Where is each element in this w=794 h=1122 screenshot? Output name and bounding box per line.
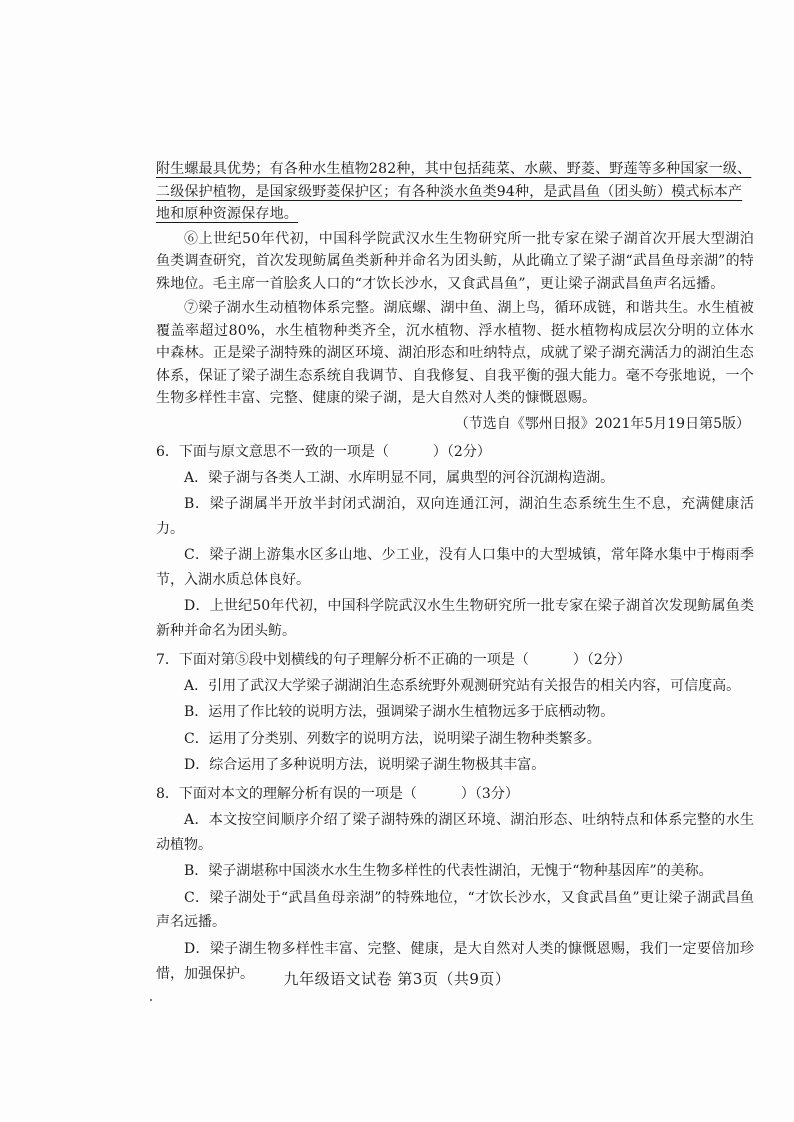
option-d: D．综合运用了多种说明方法，说明梁子湖生物极其丰富。 [184, 757, 546, 774]
question-7-text: 7．下面对第⑤段中划横线的句子理解分析不正确的一项是（ [156, 651, 529, 668]
option-a: A．梁子湖与各类人工湖、水库明显不同，属典型的河谷沉湖构造湖。 [184, 469, 615, 486]
underlined-sentence-line-3: 地和原种资源保存地。 [156, 206, 298, 222]
question-7-stem [156, 648, 754, 672]
underlined-sentence-line-2: 二级保护植物，是国家级野菱保护区；有各种淡水鱼类94种，是武昌鱼（团头鲂）模式标本产 [156, 183, 743, 200]
option-d: D．上世纪50年代初，中国科学院武汉水生生物研究所一批专家在梁子湖首次发现鲂属鱼类新种并命名为团头鲂。 [156, 598, 754, 640]
question-7-options [156, 674, 754, 778]
page-content [156, 158, 754, 988]
question-6-score: ）（2分） [432, 443, 491, 460]
option-d: D．梁子湖生物多样性丰富、完整、健康，是大自然对人类的慷慨恩赐，我们一定要倍加珍惜，加强保护。 [156, 941, 754, 982]
question-8-stem [156, 782, 754, 806]
question-6-text: 6．下面与原文意思不一致的一项是（ [156, 443, 389, 460]
option-b: B．运用了作比较的说明方法，强调梁子湖水生植物远多于底栖动物。 [184, 704, 615, 721]
question-6-stem [156, 440, 754, 464]
question-7 [156, 648, 754, 778]
option-c: C．梁子湖上游集水区多山地、少工业，没有人口集中的大型城镇，常年降水集中于梅雨季节，入湖水质总体良好。 [156, 547, 754, 588]
question-6 [156, 440, 754, 644]
underlined-sentence-line-1: 附生螺最具优势；有各种水生植物282种，其中包括莼菜、水蕨、野菱、野莲等多种国家一级、 [156, 161, 752, 177]
question-8 [156, 782, 754, 986]
question-6-options [156, 466, 754, 644]
passage-source: （节选自《鄂州日报》2021年5月19日第5版） [454, 415, 750, 432]
option-b: B．梁子湖属半开放半封闭式湖泊，双向连通江河，湖泊生态系统生生不息，充满健康活力。 [156, 496, 754, 537]
paragraph-6: ⑥上世纪50年代初，中国科学院武汉水生生物研究所一批专家在梁子湖首次开展大型湖泊鱼类调查研究，首次发现鲂属鱼类新种并命名为团头鲂，从此确立了梁子湖“武昌鱼母亲湖”的特殊地位。毛主席一首脍炙人口的“才饮长沙水，又食武昌鱼”，更让梁子湖武昌鱼声名远播。 [156, 230, 754, 292]
option-c: C．运用了分类别、列数字的说明方法，说明梁子湖生物种类繁多。 [184, 730, 601, 747]
question-7-score: ）（2分） [572, 651, 631, 668]
scan-speck [150, 999, 152, 1001]
question-8-score: ）（3分） [460, 786, 519, 803]
option-b: B．梁子湖堪称中国淡水水生生物多样性的代表性湖泊，无愧于“物种基因库”的美称。 [184, 863, 713, 880]
option-a: A．引用了武汉大学梁子湖湖泊生态系统野外观测研究站有关报告的相关内容，可信度高。 [184, 677, 741, 694]
question-8-options [156, 808, 754, 986]
page-footer: 九年级语文试卷 第3页（共9页） [283, 970, 511, 988]
paragraph-7: ⑦梁子湖水生动植物体系完整。湖底螺、湖中鱼、湖上鸟，循环成链，和谐共生。水生植被覆盖率超过80%，水生植物种类齐全，沉水植物、浮水植物、挺水植物构成层次分明的立体水中森林。正是梁子湖特殊的湖区环境、湖泊形态和吐纳特点，成就了梁子湖充满活力的湖泊生态体系，保证了梁子湖生态系统自我调节、自我修复、自我平衡的强大能力。毫不夸张地说，一个生物多样性丰富、完整、健康的梁子湖，是大自然对人类的慷慨恩赐。 [156, 300, 754, 406]
option-c: C．梁子湖处于“武昌鱼母亲湖”的特殊地位，“才饮长沙水，又食武昌鱼”更让梁子湖武昌鱼声名远播。 [156, 889, 754, 931]
option-a: A．本文按空间顺序介绍了梁子湖特殊的湖区环境、湖泊形态、吐纳特点和体系完整的水生动植物。 [156, 812, 754, 853]
question-8-text: 8．下面对本文的理解分析有误的一项是（ [156, 786, 417, 803]
